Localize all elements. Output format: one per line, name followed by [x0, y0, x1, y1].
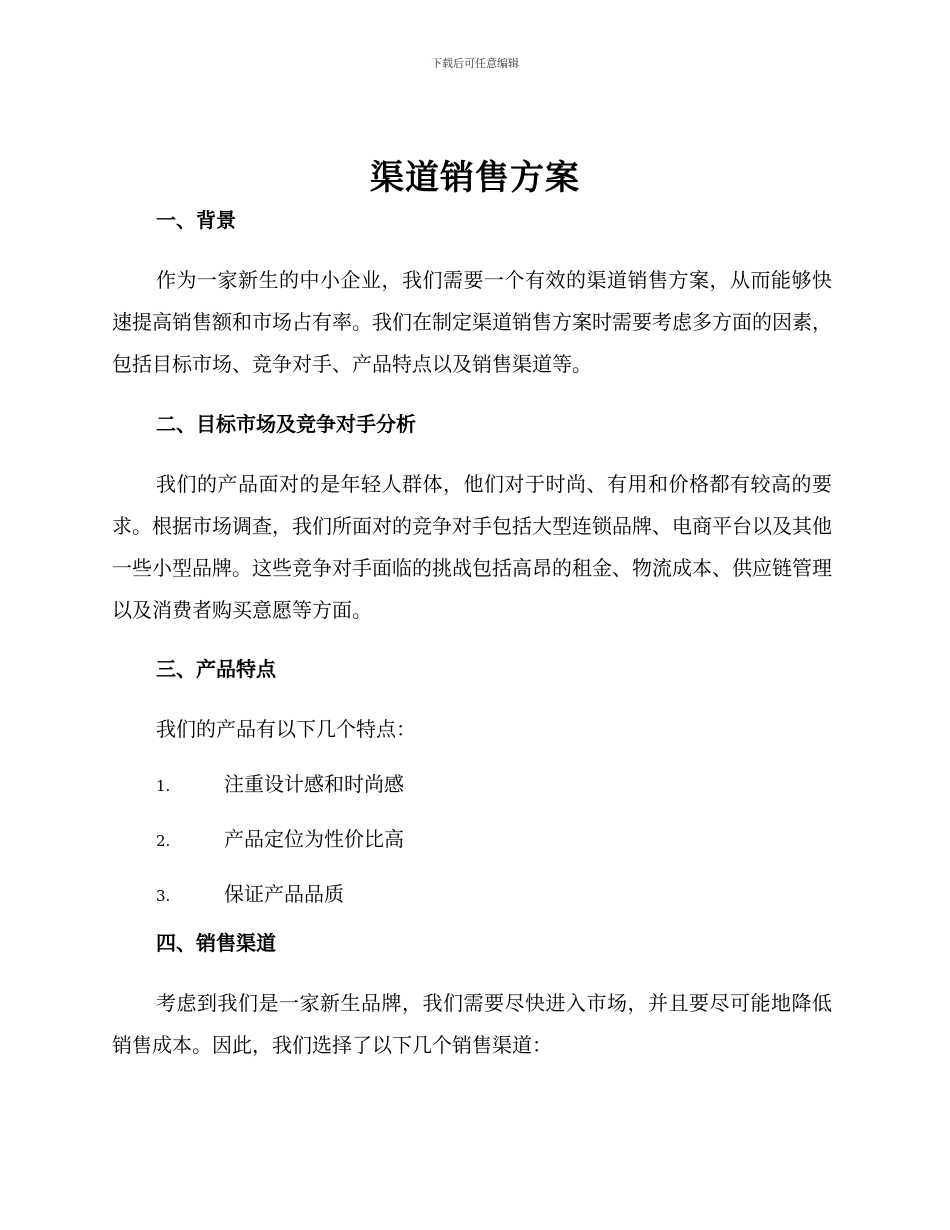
- section-paragraph-background: 作为一家新生的中小企业，我们需要一个有效的渠道销售方案，从而能够快速提高销售额和市场占有率。我们在制定渠道销售方案时需要考虑多方面的因素，包括目标市场、竞争对手、产品特点以及销售渠道等。: [112, 268, 832, 376]
- list-item-text: 注重设计感和时尚感: [224, 772, 404, 796]
- section-paragraph-sales-channels: 考虑到我们是一家新生品牌，我们需要尽快进入市场，并且要尽可能地降低销售成本。因此，我们选择了以下几个销售渠道：: [112, 991, 832, 1057]
- section-heading-product-features: 三、产品特点: [156, 657, 276, 681]
- section-heading-sales-channels: 四、销售渠道: [156, 931, 276, 955]
- list-item-number: 2.: [156, 832, 171, 850]
- feature-list: [112, 763, 832, 928]
- section-heading-market-analysis: 二、目标市场及竞争对手分析: [156, 412, 416, 436]
- document-title: 渠道销售方案: [370, 158, 580, 198]
- list-item: [112, 873, 832, 928]
- header-note: 下载后可任意编辑: [431, 57, 519, 70]
- list-item-text: 保证产品品质: [224, 882, 344, 906]
- list-item-number: 1.: [156, 777, 171, 795]
- list-item-text: 产品定位为性价比高: [224, 827, 404, 851]
- list-item: [112, 763, 832, 818]
- section-paragraph-product-features: 我们的产品有以下几个特点：: [156, 717, 416, 741]
- section-paragraph-market-analysis: 我们的产品面对的是年轻人群体，他们对于时尚、有用和价格都有较高的要求。根据市场调查，我们所面对的竞争对手包括大型连锁品牌、电商平台以及其他一些小型品牌。这些竞争对手面临的挑战包括高昂的租金、物流成本、供应链管理以及消费者购买意愿等方面。: [112, 472, 832, 622]
- list-item: [112, 818, 832, 873]
- document-body: [112, 205, 832, 1066]
- list-item-number: 3.: [156, 887, 171, 905]
- section-heading-background: 一、背景: [156, 208, 236, 232]
